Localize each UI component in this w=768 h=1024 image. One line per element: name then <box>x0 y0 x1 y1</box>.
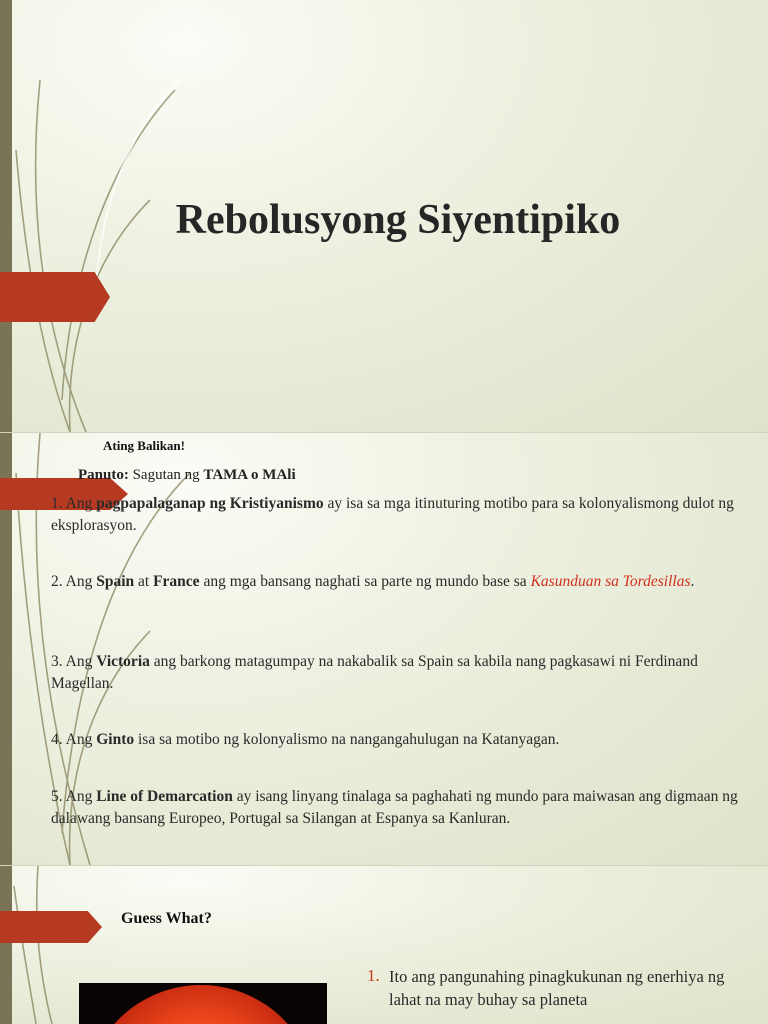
item-number: 1. Ang <box>51 495 97 512</box>
slide-title-text: Rebolusyong Siyentipiko <box>175 197 621 243</box>
item-keyword: Spain <box>96 573 135 590</box>
item-keyword: Line of Demarcation <box>96 788 233 805</box>
sun-disc <box>85 985 317 1024</box>
slide-review <box>0 433 768 865</box>
list-number: 1. <box>367 966 380 985</box>
item-text: . <box>690 573 695 590</box>
accent-tab <box>0 272 110 322</box>
slide-title <box>0 0 768 432</box>
list-text: Ito ang pangunahing pinagkukunan ng enerhiya ng lahat na may buhay sa planeta <box>389 967 725 1009</box>
item-text: at <box>134 573 154 590</box>
instructions-answer: TAMA o MAli <box>203 467 296 483</box>
question-item-5 <box>51 786 741 830</box>
item-number: 5. Ang <box>51 788 97 805</box>
item-highlight: Kasunduan sa Tordesillas <box>530 573 691 590</box>
item-number: 3. Ang <box>51 653 97 670</box>
slide-guess <box>0 866 768 1024</box>
question-item-1 <box>51 493 741 537</box>
question-item-4 <box>51 729 741 751</box>
item-keyword: Ginto <box>96 731 135 748</box>
item-text: isa sa motibo ng kolonyalismo na nangangahulugan na Katanyagan. <box>134 731 560 748</box>
item-text: ang barkong matagumpay na nakabalik sa Spain sa kabila nang pagkasawi ni Ferdinand Magellan. <box>51 653 698 692</box>
review-heading: Ating Balikan! <box>103 438 185 453</box>
item-text: ang mga bansang naghati sa parte ng mundo base sa <box>199 573 531 590</box>
accent-tab <box>0 911 102 943</box>
question-item-2 <box>51 571 741 593</box>
item-number: 2. Ang <box>51 573 97 590</box>
item-text: ay isa sa mga itinuturing motibo para sa kolonyalismong dulot ng eksplorasyon. <box>51 495 734 534</box>
guess-heading: Guess What? <box>121 910 212 927</box>
item-keyword: Victoria <box>96 653 150 670</box>
instructions-label: Panuto: <box>78 467 129 483</box>
sun-image <box>79 983 327 1024</box>
instructions <box>78 467 296 484</box>
question-item-3 <box>51 651 741 695</box>
instructions-text: Sagutan ng <box>128 467 204 483</box>
item-text: ay isang linyang tinalaga sa paghahati ng mundo para maiwasan ang digmaan ng dalawang bansang Europeo, Portugal sa Silangan at Espanya sa Kanluran. <box>51 788 738 827</box>
item-keyword: pagpapalaganap ng Kristiyanismo <box>96 495 324 512</box>
item-number: 4. Ang <box>51 731 97 748</box>
item-keyword: France <box>153 573 200 590</box>
